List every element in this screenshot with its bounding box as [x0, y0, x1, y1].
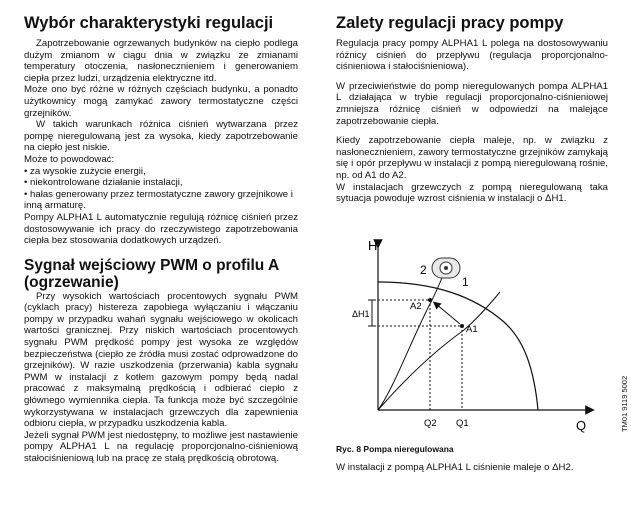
- point-a1-label: A1: [466, 324, 478, 335]
- paragraph: Zapotrzebowanie ogrzewanych budynków na ciepło podlega dużym zmianom w ciągu dnia w związku ze zmianami temperatury otoczenia, nasłonecznieniem i generowaniem ciepła przez ludzi, urządzenia elektryczne itd.: [24, 38, 298, 84]
- list-item: • niekontrolowane działanie instalacji,: [24, 177, 183, 189]
- section-title-control-curve: Wybór charakterystyki regulacji: [24, 14, 274, 32]
- paragraph: W takich warunkach różnica ciśnień wytwarzana przez pompę nieregulowaną jest za wysoka, kiedy zapotrzebowanie na ciepło jest niskie.: [24, 119, 298, 154]
- paragraph: Przy wysokich wartościach procentowych sygnału PWM (cyklach pracy) histereza zapobiega wyłączaniu i włączaniu pompy w przypadku wahań sygnału wejściowego w okolicach wartości granicznej. Przy niskich wartościach procentowych sygnału PWM prędkość pompy jest wysoka ze względów bezpieczeństwa (ciepło ze źródła musi zostać odprowadzone do grzejników). W razie uszkodzenia (przerwania) kabla sygnału PWM w instalacji z kotłem gazowym pompy będą nadal pracować z maksymalną prędkością i odbierać ciepło z głównego wymiennika ciepła. Ta funkcja może być szczególnie wykorzystywana w instalacjach grzewczych dla zapewnienia odbioru ciepła, w przypadku uszkodzenia kabla.: [24, 290, 298, 430]
- figure-code: [606, 356, 629, 432]
- pump-curve-diagram: [354, 238, 592, 438]
- paragraph: Może to powodować:: [24, 153, 115, 165]
- paragraph: Jeżeli sygnał PWM jest niedostępny, to możliwe jest nastawienie pompy ALPHA1 L na regulację proporcjonalno-ciśnieniową stałociśnieniową lub na pracę ze stałą prędkością obrotową.: [24, 429, 298, 464]
- left-column: [24, 14, 298, 465]
- pump-curve: [378, 282, 538, 410]
- curve-label-2: 2: [420, 263, 427, 277]
- paragraph: Może ono być różne w różnych częściach budynku, a ponadto użytkownicy mogą zamykać zawory termostatyczne części grzejników.: [24, 84, 298, 119]
- system-curve-1: [378, 292, 500, 410]
- q2-label: Q2: [424, 418, 437, 429]
- arrow-a1-to-a2: [436, 304, 460, 324]
- paragraph: W instalacjach grzewczych z pompą nieregulowaną taka sytuacja powoduje wzrost ciśnienia w instalacji o ΔH1.: [336, 181, 608, 205]
- paragraph: Regulacja pracy pompy ALPHA1 L polega na dostosowywaniu różnicy ciśnień do przepływu (regulacja proporcjonalno-ciśnieniowa i stałociśnieniowa).: [336, 38, 608, 73]
- figure-caption-label: Ryc. 8 Pompa nieregulowana: [336, 444, 454, 454]
- pump-logo-icon: [429, 254, 463, 282]
- section-title-advantages: Zalety regulacji pracy pompy: [336, 14, 564, 32]
- system-curve-2: [378, 268, 446, 410]
- curve-label-1: 1: [462, 275, 469, 289]
- figure-caption-text: W instalacji z pompą ALPHA1 L ciśnienie maleje o ΔH2.: [336, 462, 574, 473]
- section-title-pwm-signal: Sygnał wejściowy PWM o profilu A (ogrzewanie): [24, 256, 279, 291]
- list-item: • hałas generowany przez termostatyczne zawory grzejnikowe i inną armaturę.: [24, 188, 293, 212]
- bullet-list: [24, 166, 298, 212]
- y-axis-label: H: [368, 238, 378, 253]
- point-a2-marker: [428, 298, 432, 302]
- q1-label: Q1: [456, 418, 469, 429]
- delta-h-label: ΔH1: [352, 309, 370, 319]
- paragraph: Kiedy zapotrzebowanie ciepła maleje, np. w związku z nasłonecznieniem, zawory termostatyczne grzejników zamykają się i opór przepływu w instalacji z pompą nieregulowaną rośnie, np. od A1 do A2.: [336, 135, 608, 181]
- point-a2-label: A2: [410, 301, 422, 312]
- paragraph: W przeciwieństwie do pomp nieregulowanych pompa ALPHA1 L działająca w trybie regulacji proporcjonalno-ciśnieniowej zmniejsza różnicę ciśnień w odpowiedzi na malejące zapotrzebowanie ciepła.: [336, 80, 608, 127]
- x-axis-label: Q: [576, 418, 587, 433]
- list-item: • za wysokie zużycie energii,: [24, 165, 146, 177]
- point-a1-marker: [460, 324, 464, 328]
- right-column: [336, 14, 608, 205]
- figure-code-text: TM01 9119 5002: [620, 375, 629, 432]
- paragraph: Pompy ALPHA1 L automatycznie regulują różnicę ciśnień przez dostosowywanie ich pracy do rzeczywistego zapotrzebowania ciepła bez stosowania dodatkowych urządzeń.: [24, 211, 298, 247]
